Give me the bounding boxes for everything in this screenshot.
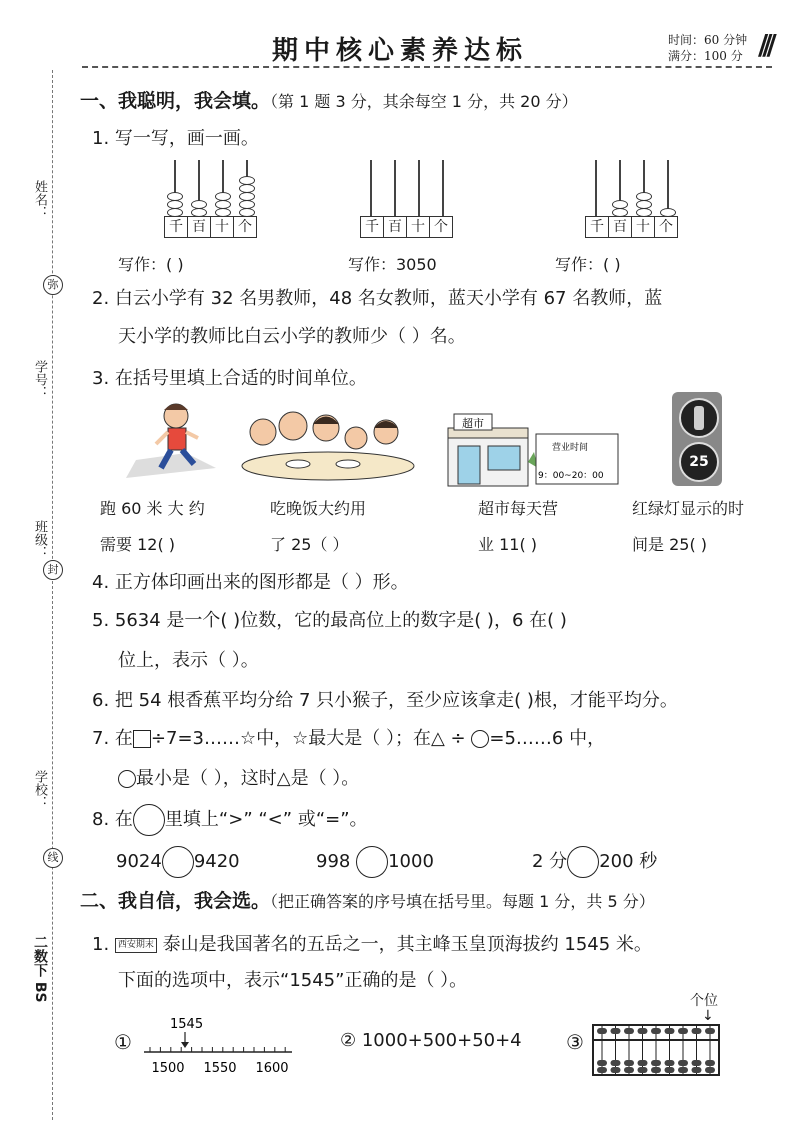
abacus-bead xyxy=(665,1028,675,1034)
abacus-a xyxy=(164,160,260,240)
place-value-labels xyxy=(360,216,453,238)
square-blank xyxy=(133,730,151,748)
place-value-labels xyxy=(585,216,678,238)
abacus-bead xyxy=(678,1067,688,1073)
q3-item3-line2[interactable]: 业 11( ) xyxy=(478,535,538,554)
abacus-bead xyxy=(665,1060,675,1066)
place-label: 十 xyxy=(632,217,655,237)
q3-item2-line2[interactable]: 了 25（ ） xyxy=(270,535,349,554)
s2-q1-number: 1. xyxy=(92,934,110,955)
traffic-light-image xyxy=(672,392,722,486)
hours-text: 9：00~20：00 xyxy=(538,471,604,481)
abacus-bead xyxy=(624,1067,634,1073)
family-dinner-image xyxy=(238,404,418,484)
abacus-bead xyxy=(665,1067,675,1073)
option-1-mark[interactable]: ① xyxy=(114,1030,132,1054)
abacus-bead xyxy=(692,1028,702,1034)
school-label: 学校： xyxy=(32,770,47,809)
time-limit: 时间：60 分钟 xyxy=(668,33,748,47)
shop-sign-text: 超市 xyxy=(462,417,484,430)
compare-circle[interactable] xyxy=(356,846,388,878)
abacus-bead xyxy=(611,1067,621,1073)
q3-item3-line1: 超市每天营 xyxy=(478,499,559,518)
abacus-bead xyxy=(191,200,207,209)
q6-text: 6. 把 54 根香蕉平均分给 7 只小猴子，至少应该拿走( )根，才能平均分。 xyxy=(92,690,678,711)
abacus-bead xyxy=(167,192,183,201)
place-label: 千 xyxy=(361,217,384,237)
option-3-mark[interactable]: ③ xyxy=(566,1030,584,1054)
abacus-bead xyxy=(651,1060,661,1066)
abacus-bead xyxy=(651,1028,661,1034)
abacus-bead xyxy=(705,1028,715,1034)
abacus-bead xyxy=(611,1028,621,1034)
number-line-label: 1545 xyxy=(170,1017,204,1032)
countdown-display: 25 xyxy=(679,442,719,482)
abacus-bead xyxy=(651,1067,661,1073)
section-1-note: （第 1 题 3 分，其余每空 1 分，共 20 分） xyxy=(270,92,578,111)
write-answer-b: 写作：3050 xyxy=(348,255,437,274)
abacus-b xyxy=(360,160,456,240)
circle-blank xyxy=(118,770,136,788)
abacus-bead xyxy=(624,1028,634,1034)
abacus-bead xyxy=(692,1067,702,1073)
feng-mark: 封 xyxy=(43,560,63,580)
abacus-rod xyxy=(418,160,420,216)
abacus-bead xyxy=(597,1060,607,1066)
exam-meta xyxy=(668,32,747,64)
abacus-bead xyxy=(638,1028,648,1034)
q8-pair2-left: 998 xyxy=(316,851,351,872)
q8-pair1-left: 9024 xyxy=(116,851,162,872)
place-value-labels xyxy=(164,216,257,238)
q7-line2 xyxy=(118,764,359,790)
q8-pair2-right: 1000 xyxy=(388,851,434,872)
q3-item1-line1: 跑 60 米 大 约 xyxy=(100,499,205,518)
q8-pair-1 xyxy=(116,846,240,878)
xian-mark: 线 xyxy=(43,848,63,868)
q3-item4-line1: 红绿灯显示的时 xyxy=(632,499,745,518)
abacus-bead xyxy=(239,176,255,185)
place-label: 个 xyxy=(238,219,252,235)
brand-label: 二数下 BS xyxy=(32,935,48,1003)
pedestrian-light xyxy=(679,398,719,438)
circle-blank xyxy=(471,730,489,748)
q8-suffix: 里填上“>” “<” 或“=”。 xyxy=(164,809,368,830)
place-label: 千 xyxy=(165,217,188,237)
compare-circle[interactable] xyxy=(162,846,194,878)
q8-pair-2 xyxy=(316,846,434,878)
down-arrow-icon: ↓ xyxy=(702,1008,714,1024)
s2-q1-line1 xyxy=(92,930,652,956)
hours-title: 营业时间 xyxy=(552,443,589,453)
abacus-bead xyxy=(215,200,231,209)
abacus-rod xyxy=(394,160,396,216)
q5-line1: 5. 5634 是一个( )位数，它的最高位上的数字是( )，6 在( ) xyxy=(92,610,567,631)
s2-q1-text: 泰山是我国著名的五岳之一，其主峰玉皇顶海拔约 1545 米。 xyxy=(162,934,652,955)
abacus-bead xyxy=(167,200,183,209)
abacus-c xyxy=(585,160,681,240)
q3-text: 3. 在括号里填上合适的时间单位。 xyxy=(92,368,367,389)
abacus-bead xyxy=(239,192,255,201)
q7-prefix: 7. 在 xyxy=(92,728,133,749)
student-number-label: 学号： xyxy=(32,360,47,399)
abacus-bead xyxy=(705,1067,715,1073)
q8-pair3-left: 2 分 xyxy=(532,851,568,872)
compare-circle[interactable] xyxy=(567,846,599,878)
abacus-bead xyxy=(611,1060,621,1066)
option-2[interactable]: ② 1000+500+50+4 xyxy=(340,1030,522,1051)
abacus-option-3 xyxy=(592,1024,722,1078)
q3-item4-line2[interactable]: 间是 25( ) xyxy=(632,535,708,554)
place-label: 十 xyxy=(211,217,234,237)
q8-pair3-right: 200 秒 xyxy=(599,851,658,872)
name-label: 姓名： xyxy=(32,180,47,219)
full-score: 满分：100 分 xyxy=(668,49,743,63)
q3-item2-line1: 吃晚饭大约用 xyxy=(270,499,367,518)
place-label: 十 xyxy=(407,217,430,237)
compare-circle xyxy=(133,804,165,836)
place-label: 千 xyxy=(586,217,609,237)
ones-place-label: 个位 xyxy=(690,993,718,1009)
abacus-bead xyxy=(636,192,652,201)
q8-pair-3 xyxy=(532,846,657,878)
abacus-bead xyxy=(678,1028,688,1034)
section-2-note: （把正确答案的序号填在括号里。每题 1 分，共 5 分） xyxy=(270,892,655,911)
q8-prefix: 8. 在 xyxy=(92,809,133,830)
place-label: 个 xyxy=(659,219,673,235)
abacus-bead xyxy=(597,1067,607,1073)
page-title: 期中核心素养达标 xyxy=(271,36,528,66)
abacus-bead xyxy=(239,184,255,193)
q3-item1-line2[interactable]: 需要 12( ) xyxy=(100,535,176,554)
abacus-bead xyxy=(638,1060,648,1066)
abacus-bead xyxy=(678,1060,688,1066)
abacus-bead xyxy=(597,1028,607,1034)
abacus-rod xyxy=(442,160,444,216)
write-answer-a[interactable]: 写作：( ) xyxy=(118,255,184,274)
header-divider xyxy=(82,66,772,68)
q5-line2: 位上，表示（ ）。 xyxy=(118,650,259,671)
abacus-rod xyxy=(370,160,372,216)
q4-text: 4. 正方体印画出来的图形都是（ ）形。 xyxy=(92,572,409,593)
number-line xyxy=(140,1016,300,1076)
q2-line2: 天小学的教师比白云小学的教师少（ ）名。 xyxy=(118,326,466,347)
s2-q1-line2: 下面的选项中，表示“1545”正确的是（ ）。 xyxy=(118,970,468,991)
section-1-heading xyxy=(80,86,578,113)
q2-line1: 2. 白云小学有 32 名男教师，48 名女教师，蓝天小学有 67 名教师，蓝 xyxy=(92,288,663,309)
section-2-heading xyxy=(80,886,655,913)
abacus-bead xyxy=(239,200,255,209)
source-tag: 西安期末 xyxy=(115,938,157,953)
section-2-title: 二、我自信，我会选。 xyxy=(80,890,271,912)
tick-label-1550: 1550 xyxy=(203,1061,237,1076)
q7-middle: ÷7=3……☆中，☆最大是（ ）；在△ ÷ xyxy=(150,728,466,749)
write-answer-c[interactable]: 写作：( ) xyxy=(555,255,621,274)
tick-label-1600: 1600 xyxy=(255,1061,289,1076)
mi-mark: 弥 xyxy=(43,275,63,295)
binding-line xyxy=(52,70,53,1120)
abacus-bead xyxy=(215,192,231,201)
abacus-bead xyxy=(692,1060,702,1066)
abacus-bead xyxy=(705,1060,715,1066)
place-label: 百 xyxy=(188,217,211,237)
q1-text: 1. 写一写，画一画。 xyxy=(92,128,259,149)
q7-suffix: =5……6 中， xyxy=(489,728,606,749)
tick-label-1500: 1500 xyxy=(151,1061,185,1076)
abacus-bead xyxy=(638,1067,648,1073)
slash-decoration: /// xyxy=(758,28,771,61)
running-boy-image xyxy=(116,398,226,484)
abacus-bead xyxy=(624,1060,634,1066)
abacus-bead xyxy=(612,200,628,209)
place-label: 个 xyxy=(434,219,448,235)
q7-line1 xyxy=(92,724,605,750)
q8-pair1-right: 9420 xyxy=(193,851,240,872)
abacus-rod xyxy=(595,160,597,216)
place-label: 百 xyxy=(609,217,632,237)
class-label: 班级： xyxy=(32,520,47,559)
q7-line2-text: 最小是（ ），这时△是（ ）。 xyxy=(136,768,360,789)
section-1-title: 一、我聪明，我会填。 xyxy=(80,90,271,112)
place-label: 百 xyxy=(384,217,407,237)
q8-text xyxy=(92,804,368,836)
supermarket-image xyxy=(444,412,624,488)
abacus-bead xyxy=(636,200,652,209)
